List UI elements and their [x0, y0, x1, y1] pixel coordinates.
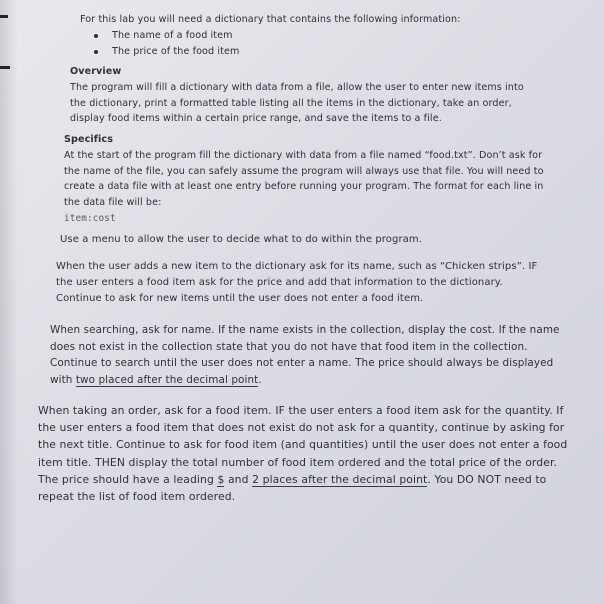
add-items-paragraph: When the user adds a new item to the dictionary ask for its name, such as “Chicken strips”. IF the user enters a food item ask for the price and add that information to the dictionary. Continue to ask for new items until the user does not enter a food item.: [56, 261, 538, 304]
search-underlined: two placed after the decimal point: [75, 373, 259, 386]
edge-mark: [0, 66, 10, 69]
overview-heading: Overview: [70, 66, 122, 77]
order-paragraph: [38, 402, 578, 505]
specifics-heading: Specifics: [64, 134, 114, 145]
order-underlined: 2 places after the decimal point: [252, 472, 428, 486]
intro-section: [80, 12, 461, 59]
order-text: When taking an order, ask for a food item. IF the user enters a food item ask for the quantity. If the user enters a food item that does not exist do not ask for a quantity, continue by asking for the next title. Continue to ask for food item (and quantities) until the user does not enter a food item title. THEN display the total number of food item ordered and the total price of the order. The price should have a leading: [38, 404, 568, 486]
file-format-example: item:cost: [64, 212, 116, 224]
search-text: When searching, ask for name. If the name exists in the collection, display the cost. If the name does not exist in the collection state that you do not have that food item in the collection. Continue to search until the user does not enter a name. The price should always be displayed with: [50, 324, 560, 386]
page-edge-shadow: [0, 0, 18, 604]
search-paragraph: [50, 322, 560, 388]
intro-line: For this lab you will need a dictionary that contains the following information:: [80, 14, 461, 25]
order-underlined: $: [217, 472, 225, 486]
order-text: and: [224, 472, 253, 486]
specifics-section: [64, 132, 544, 227]
overview-text: The program will fill a dictionary with data from a file, allow the user to enter new items into the dictionary, print a formatted table listing all the items in the dictionary, take an order, display food items within a certain price range, and save the items to a file.: [70, 81, 524, 125]
search-end: .: [258, 373, 262, 386]
specifics-text: At the start of the program fill the dictionary with data from a file named “food.txt”. Don’t ask for the name of the file, you can safely assume the program will always use that file. You will need to create a data file with at least one entry before running your program. The format for each line in the data file will be:: [64, 149, 544, 209]
bullet-item: The name of a food item: [80, 28, 461, 44]
overview-section: [70, 64, 540, 127]
order-text: . You DO NOT need to repeat the list of food item ordered.: [38, 472, 547, 504]
edge-mark: [0, 15, 8, 18]
bullet-list: [80, 28, 461, 60]
menu-paragraph: Use a menu to allow the user to decide what to do within the program.: [60, 234, 423, 245]
bullet-item: The price of the food item: [80, 44, 461, 60]
